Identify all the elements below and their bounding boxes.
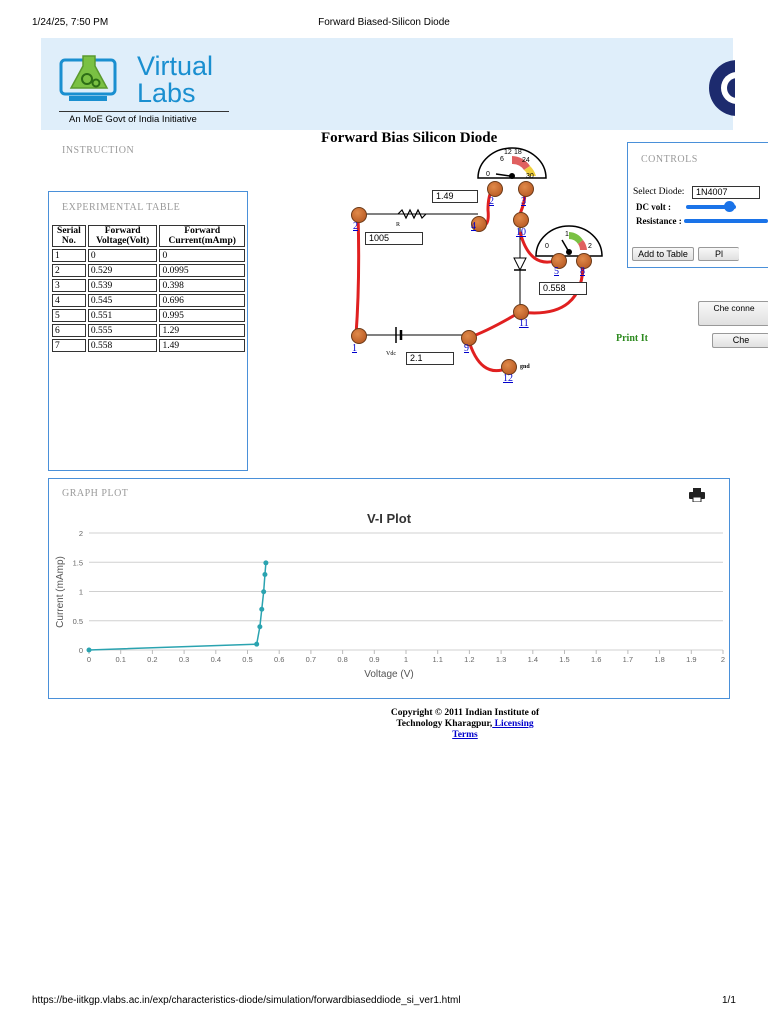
table-cell: 5 (52, 309, 86, 322)
x-tick-label: 0.7 (305, 655, 317, 664)
y-tick-label: 0 (78, 646, 83, 655)
table-cell: 0 (88, 249, 158, 262)
wire (356, 214, 359, 335)
logo-labs: Labs (137, 78, 196, 108)
table-row (52, 279, 245, 292)
x-tick-label: 1.1 (432, 655, 443, 664)
check-connection-button[interactable]: Che conne (698, 301, 768, 326)
voltmeter-tick: 0 (545, 243, 549, 250)
x-tick-label: 0.9 (369, 655, 380, 664)
table-cell: 7 (52, 339, 86, 352)
x-tick-label: 1.2 (464, 655, 475, 664)
ammeter-tick: 0 (486, 171, 490, 178)
print-datetime: 1/24/25, 7:50 PM (32, 17, 109, 28)
x-tick-label: 1.7 (622, 655, 634, 664)
resistor-label: R (396, 222, 401, 228)
chart-title: V-I Plot (366, 511, 412, 526)
table-row (52, 324, 245, 337)
data-point[interactable] (261, 589, 266, 594)
x-tick-label: 1 (403, 655, 409, 664)
vi-plot-chart (49, 479, 729, 698)
ammeter-tick: 12 (504, 149, 512, 156)
table-cell: 0.545 (88, 294, 158, 307)
plot-button[interactable]: Pl (698, 247, 739, 261)
diode-symbol (514, 258, 526, 270)
table-cell: 2 (52, 264, 86, 277)
experimental-table-title: EXPERIMENTAL TABLE (62, 202, 181, 213)
table-cell: 1.49 (159, 339, 245, 352)
x-tick-label: 1.5 (559, 655, 570, 664)
data-point[interactable] (259, 607, 264, 612)
voltmeter-tick: 1 (565, 231, 569, 238)
select-diode-label: Select Diode: (633, 187, 685, 197)
x-axis-label: Voltage (V) (364, 669, 414, 680)
ammeter-reading: 1.49 (432, 190, 478, 203)
header-banner (41, 38, 733, 130)
column-header: Forward Voltage(Volt) (88, 225, 158, 247)
dc-volt-slider-thumb[interactable] (724, 201, 735, 212)
table-cell: 0.0995 (159, 264, 245, 277)
node-label[interactable]: 3 (521, 196, 526, 207)
node-label[interactable]: 12 (503, 373, 513, 384)
x-tick-label: 1.4 (527, 655, 539, 664)
node-label[interactable]: 10 (516, 227, 526, 238)
data-point[interactable] (263, 560, 268, 565)
experimental-table-panel (48, 191, 248, 471)
y-tick-label: 1.5 (72, 558, 83, 568)
dc-volt-label: DC volt : (636, 202, 671, 212)
copyright-line2: Technology Kharagpur, (396, 719, 493, 729)
table-cell: 1 (52, 249, 86, 262)
x-tick-label: 0.6 (273, 655, 285, 664)
table-cell: 0.529 (88, 264, 158, 277)
gnd-label: gnd (520, 364, 530, 370)
y-tick-label: 2 (78, 529, 83, 538)
table-row (52, 294, 245, 307)
y-tick-label: 1 (78, 587, 83, 597)
ammeter-tick: 18 (514, 149, 522, 156)
y-axis-label: Current (mAmp) (55, 556, 66, 628)
table-cell: 4 (52, 294, 86, 307)
x-tick-label: 0.4 (210, 655, 222, 664)
print-it-label[interactable]: Print It (616, 333, 648, 344)
data-point[interactable] (87, 648, 92, 653)
controls-panel (627, 142, 768, 268)
node-label[interactable]: 8 (580, 266, 585, 277)
series-line (89, 563, 266, 650)
vdc-label: Vdc (386, 351, 396, 357)
table-cell: 0.995 (159, 309, 245, 322)
terminal-10[interactable] (513, 212, 529, 228)
node-label[interactable]: 9 (464, 343, 469, 354)
graph-plot-title: GRAPH PLOT (62, 488, 129, 499)
print-page-count: 1/1 (722, 995, 736, 1006)
x-tick-label: 1.9 (686, 655, 697, 664)
ammeter-tick: 30 (526, 173, 534, 180)
data-point[interactable] (254, 642, 259, 647)
node-label[interactable]: 11 (519, 318, 529, 329)
x-tick-label: 1.8 (654, 655, 665, 664)
x-tick-label: 0 (86, 655, 92, 664)
experimental-table (50, 223, 247, 354)
node-label[interactable]: 2 (489, 196, 494, 207)
print-url: https://be-iitkgp.vlabs.ac.in/exp/characteristics-diode/simulation/forwardbiaseddiode_si_ver1.html (32, 995, 461, 1006)
voltmeter-reading: 0.558 (539, 282, 587, 295)
licensing-link[interactable]: Licensing (492, 719, 534, 729)
y-tick-label: 0.5 (72, 616, 83, 626)
node-label[interactable]: 5 (554, 266, 559, 277)
copyright-line1: Copyright © 2011 Indian Institute of (390, 708, 540, 718)
diode-select[interactable]: 1N4007 (692, 186, 760, 199)
flask-logo-icon (59, 52, 121, 108)
table-cell: 0.398 (159, 279, 245, 292)
table-cell: 0.558 (88, 339, 158, 352)
table-cell: 6 (52, 324, 86, 337)
graph-plot-panel (48, 478, 730, 699)
voltmeter-tick: 2 (588, 243, 592, 250)
logo-virtual: Virtual (137, 51, 214, 81)
terminal-ammeter-right[interactable] (518, 181, 534, 197)
table-row (52, 264, 245, 277)
iit-emblem-icon (705, 44, 735, 130)
print-page-title: Forward Biased-Silicon Diode (318, 17, 450, 28)
tagline: An MoE Govt of India Initiative (69, 114, 197, 125)
table-row (52, 309, 245, 322)
terminal-3-ammeter-left[interactable] (487, 181, 503, 197)
table-cell: 1.29 (159, 324, 245, 337)
node-label[interactable]: 2 (353, 221, 358, 232)
copyright (370, 708, 560, 741)
x-tick-label: 0.2 (147, 655, 158, 664)
column-header: Serial No. (52, 225, 86, 247)
x-tick-label: 0.3 (178, 655, 190, 664)
voltmeter (536, 226, 602, 256)
table-cell: 0 (159, 249, 245, 262)
resistance-slider[interactable] (684, 219, 768, 223)
terminal-1[interactable] (351, 328, 367, 344)
ammeter-tick: 24 (522, 157, 530, 164)
resistance-label: Resistance : (636, 216, 682, 226)
node-label[interactable]: 4 (471, 221, 476, 232)
ammeter-tick: 6 (500, 156, 504, 163)
x-tick-label: 1.6 (590, 655, 602, 664)
table-cell: 0.539 (88, 279, 158, 292)
table-cell: 0.696 (159, 294, 245, 307)
vdc-reading: 2.1 (406, 352, 454, 365)
table-row (52, 339, 245, 352)
column-header: Forward Current(mAmp) (159, 225, 245, 247)
data-point[interactable] (262, 572, 267, 577)
node-label[interactable]: 1 (352, 343, 357, 354)
x-tick-label: 2 (720, 655, 726, 664)
data-point[interactable] (257, 624, 262, 629)
table-cell: 0.551 (88, 309, 158, 322)
instruction-link[interactable]: INSTRUCTION (62, 145, 135, 156)
x-tick-label: 0.1 (115, 655, 126, 664)
resistance-reading: 1005 (365, 232, 423, 245)
table-cell: 0.555 (88, 324, 158, 337)
x-tick-label: 0.8 (337, 655, 348, 664)
terms-link[interactable]: Terms (452, 730, 478, 740)
check-button[interactable]: Che (712, 333, 768, 348)
page-title: Forward Bias Silicon Diode (321, 130, 498, 146)
table-row (52, 249, 245, 262)
x-tick-label: 1.3 (495, 655, 507, 664)
add-to-table-button[interactable]: Add to Table (632, 247, 694, 261)
controls-title: CONTROLS (641, 154, 698, 165)
table-cell: 3 (52, 279, 86, 292)
x-tick-label: 0.5 (242, 655, 253, 664)
